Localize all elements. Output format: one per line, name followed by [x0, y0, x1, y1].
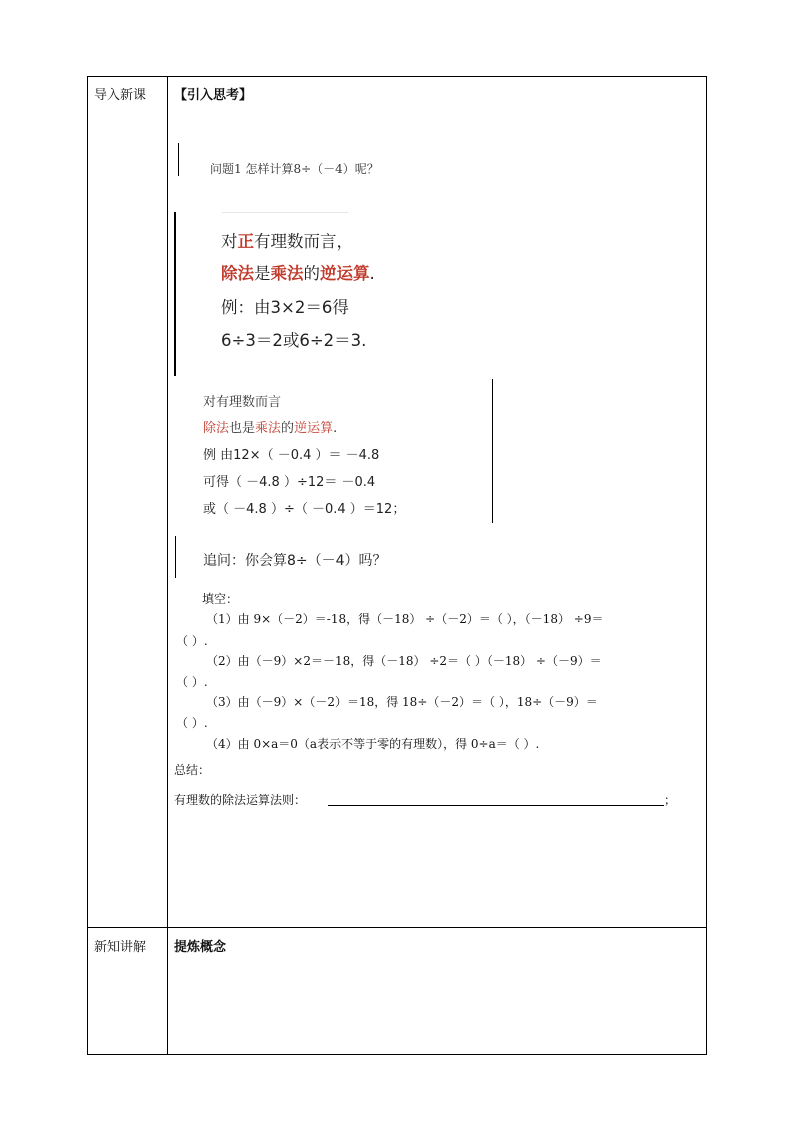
box2-rational-division-card	[176, 380, 492, 522]
question1-bar	[178, 143, 179, 176]
question1: 问题1 怎样计算8÷（－4）呢？	[210, 162, 379, 176]
section-title-intro: 【引入思考】	[174, 88, 253, 103]
box2-line1: 对有理数而言	[203, 395, 282, 410]
box1-line1: 对正有理数而言，	[221, 232, 353, 251]
box1-positive-division-card	[173, 210, 375, 376]
table-row-divider	[87, 927, 707, 928]
table-column-divider	[167, 76, 168, 1055]
row-label-new-knowledge: 新知讲解	[94, 940, 147, 955]
fill-line: （2）由（－9）×2＝－18，得（－18） ÷2＝（ ）（－18） ÷（－9）＝	[206, 654, 602, 668]
fill-line: （3）由（－9）×（－2）＝18，得 18÷（－2）＝（ ），18÷（－9）＝	[206, 695, 598, 709]
summary-rule-end: ；	[664, 793, 677, 807]
followup-question: 追问：你会算8÷（－4）吗？	[203, 553, 387, 569]
box1-line4: 6÷3＝2或6÷2＝3.	[221, 331, 367, 350]
table-border-right	[706, 76, 707, 1055]
summary-rule-label: 有理数的除法运算法则：	[174, 793, 307, 807]
box1-line2: 除法是乘法的逆运算.	[221, 264, 375, 283]
box2-line2: 除法也是乘法的逆运算.	[203, 421, 338, 436]
fill-line: （ ）.	[176, 675, 208, 689]
section-title-concept: 提炼概念	[174, 940, 227, 955]
table-border-top	[87, 76, 707, 77]
fill-line: （ ）.	[176, 634, 208, 648]
box2-line3: 例 由12×（ －0.4 ）＝ －4.8	[203, 448, 380, 463]
fill-title: 填空：	[202, 592, 239, 606]
fill-line: （4）由 0×a＝0（a表示不等于零的有理数），得 0÷a＝（ ）.	[206, 737, 540, 751]
fill-line: （ ）.	[176, 716, 208, 730]
row-label-intro: 导入新课	[94, 88, 147, 103]
summary-rule-blank[interactable]	[328, 805, 664, 806]
box2-bar	[492, 379, 493, 523]
fill-line: （1）由 9×（－2）＝-18，得（－18） ÷（－2）＝（ ），（－18） ÷9＝	[206, 612, 604, 626]
box1-line3: 例：由3×2＝6得	[221, 298, 349, 317]
box2-line4: 可得（ －4.8 ）÷12＝ －0.4	[203, 475, 376, 490]
table-border-left	[87, 76, 88, 1055]
summary-title: 总结：	[174, 763, 211, 777]
table-border-bottom	[87, 1054, 707, 1055]
followup-bar	[175, 536, 176, 578]
box2-line5: 或（ －4.8 ）÷（ －0.4 ）＝12；	[203, 502, 406, 517]
